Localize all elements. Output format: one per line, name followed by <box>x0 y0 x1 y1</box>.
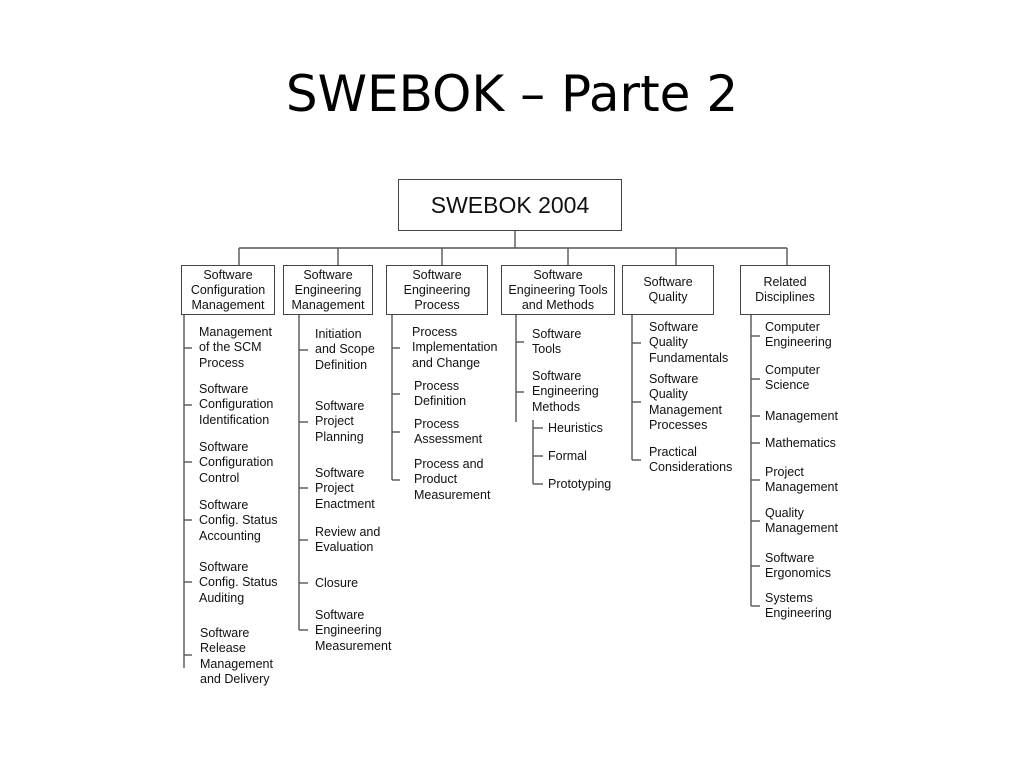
list-item: Software Config. Status Auditing <box>199 560 278 605</box>
list-item: Software Configuration Identification <box>199 382 274 427</box>
list-item: Software Ergonomics <box>765 551 831 581</box>
list-item: Process Assessment <box>414 417 483 447</box>
list-item: Software Engineering Methods <box>532 369 599 414</box>
category-label: Software Engineering Tools and Methods <box>508 267 608 312</box>
list-item: Project Management <box>765 465 838 495</box>
list-item: Software Configuration Control <box>199 440 274 485</box>
list-item: Computer Engineering <box>765 320 832 350</box>
list-item: Mathematics <box>765 436 836 450</box>
category-label: Related Disciplines <box>755 275 815 304</box>
list-item: Computer Science <box>765 363 820 393</box>
category-label: Software Engineering Management <box>291 267 365 312</box>
list-item: Software Quality Fundamentals <box>649 320 729 365</box>
list-item: Management of the SCM Process <box>199 325 272 370</box>
list-item: Process Implementation and Change <box>412 325 498 370</box>
list-item: Software Engineering Measurement <box>315 608 392 653</box>
category-box-sep <box>386 265 488 315</box>
category-label: Software Quality <box>643 275 693 304</box>
sub-list-item: Formal <box>548 449 587 463</box>
root-node: SWEBOK 2004 <box>398 179 622 231</box>
list-item: Process Definition <box>414 379 467 409</box>
list-item: Software Project Enactment <box>315 466 375 511</box>
category-box-related <box>740 265 830 315</box>
list-item: Software Config. Status Accounting <box>199 498 278 543</box>
list-item: Software Release Management and Delivery <box>200 626 273 686</box>
list-item: Closure <box>315 576 359 590</box>
sub-list-item: Prototyping <box>548 477 612 491</box>
list-item: Management <box>765 409 838 423</box>
category-box-quality <box>622 265 714 315</box>
list-item: Software Tools <box>532 327 582 357</box>
slide-title: SWEBOK – Parte 2 <box>285 65 739 123</box>
sub-list-item: Heuristics <box>548 421 603 435</box>
category-box-sem <box>283 265 373 315</box>
list-item: Software Project Planning <box>315 399 365 444</box>
category-label: Software Configuration Management <box>190 267 266 312</box>
list-item: Review and Evaluation <box>315 525 381 555</box>
list-item: Initiation and Scope Definition <box>315 327 375 372</box>
list-item: Practical Considerations <box>649 445 733 475</box>
list-item: Quality Management <box>765 506 838 536</box>
list-item: Software Quality Management Processes <box>649 372 722 432</box>
category-label: Software Engineering Process <box>403 267 471 312</box>
list-item: Process and Product Measurement <box>414 457 491 502</box>
category-box-tools-methods <box>501 265 615 315</box>
category-box-scm <box>181 265 275 315</box>
list-item: Systems Engineering <box>765 591 832 621</box>
